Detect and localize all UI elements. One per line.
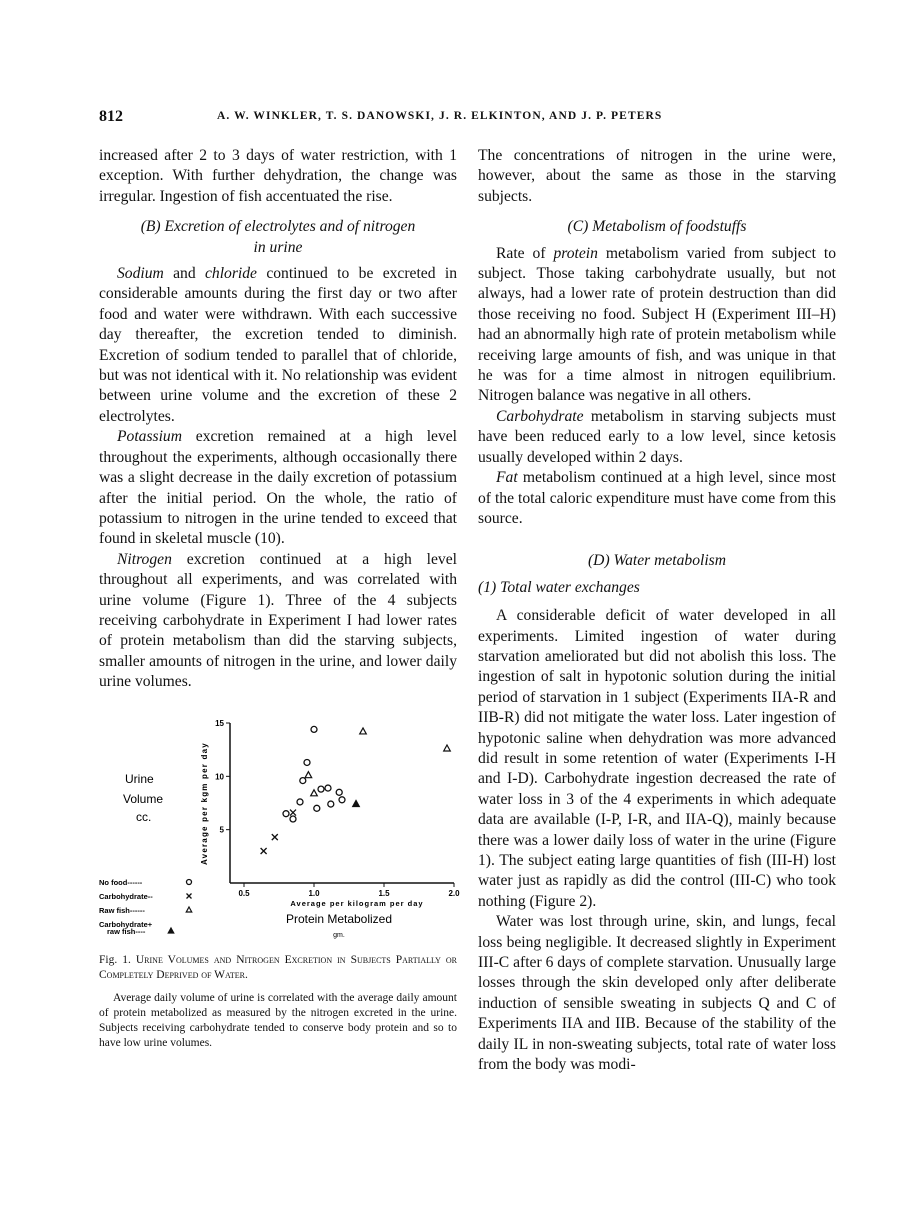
- data-point: [261, 848, 267, 854]
- legend-label-line2: raw fish----: [107, 926, 146, 936]
- term-protein: protein: [553, 244, 598, 262]
- legend-label: Raw fish------: [99, 905, 145, 915]
- urine-label-line2: Volume: [123, 791, 164, 806]
- data-point: [353, 800, 360, 806]
- figure-caption-body: Average daily volume of urine is correlated with the average daily amount of protein metabolized as measured by the nitrogen excreted in the urine. Subjects receiving carbohydrate tended to conserve body protein and so to have low urine volumes.: [99, 991, 457, 1049]
- legend-marker: [187, 893, 192, 898]
- section-b-heading-line1: (B) Excretion of electrolytes and of nitrogen: [140, 218, 416, 236]
- figure-title: Urine Volumes and Nitrogen Excretion in Subjects Partially or Completely Deprived of Water.: [99, 953, 457, 981]
- data-point: [283, 810, 289, 816]
- x-tick-label: 1.0: [308, 888, 320, 898]
- x-tick-label: 1.5: [378, 888, 390, 898]
- data-point: [328, 801, 334, 807]
- urine-label-line3: cc.: [136, 809, 152, 824]
- subsection-1-heading: (1) Total water exchanges: [478, 578, 640, 596]
- section-b-heading-line2: in urine: [253, 238, 303, 256]
- text: and: [163, 265, 205, 283]
- section-d-heading: (D) Water metabolism: [587, 552, 727, 570]
- right-column: [478, 146, 836, 1075]
- data-point: [325, 785, 331, 791]
- running-authors: A. W. WINKLER, T. S. DANOWSKI, J. R. ELKINTON, AND J. P. PETERS: [217, 110, 663, 122]
- legend: [99, 878, 192, 936]
- paragraph-protein: [478, 244, 836, 407]
- running-header: [99, 108, 839, 132]
- term-nitrogen: Nitrogen: [117, 550, 172, 568]
- y-tick-label: 10: [215, 771, 224, 781]
- text: excretion remained at a high level throughout the experiments, although occasionally there was a slight decrease in the daily excretion of potassium after the initial period. On the whole, the ratio of potassium to nitrogen in the urine tended to exceed that found in skeletal muscle (10).: [99, 428, 457, 548]
- text: metabolism varied from subject to subject. Those taking carbohydrate usually, but not always, had a lower rate of protein destruction than did those receiving no food. Subject H (Experiment III–H) had an abnormally high rate of protein metabolism while receiving large amounts of fish, and was unique in that he was for a time almost in nitrogen equilibrium. Nitrogen balance was negative in all others.: [478, 244, 836, 405]
- x-tick-label: 2.0: [448, 888, 460, 898]
- legend-marker: [186, 907, 192, 912]
- paragraph-nitrogen: [99, 550, 457, 693]
- page-number: 812: [99, 108, 123, 125]
- y-tick-label: 15: [215, 718, 224, 728]
- data-point: [311, 726, 317, 732]
- term-chloride: chloride: [205, 265, 257, 283]
- text: excretion continued at a high level throughout all experiments, and was correlated with urine volume (Figure 1). Three of the 4 subjects receiving carbohydrate in Experiment I had lower rates of protein metabolism than did the starving subjects, smaller amounts of nitrogen in the urine, and lower daily urine volumes.: [99, 550, 457, 691]
- term-potassium: Potassium: [117, 428, 182, 446]
- data-point: [444, 745, 451, 751]
- data-point: [305, 771, 312, 777]
- data-point: [339, 796, 345, 802]
- data-point: [300, 777, 306, 783]
- data-point: [290, 809, 296, 815]
- legend-label: Carbohydrate--: [99, 891, 153, 901]
- paragraph-concentrations: The concentrations of nitrogen in the urine were, however, about the same as those in the starving subjects.: [478, 147, 836, 205]
- data-point: [336, 789, 342, 795]
- figure-label: Fig. 1.: [99, 953, 131, 966]
- x-tick-label: 0.5: [238, 888, 250, 898]
- legend-label: No food------: [99, 877, 143, 887]
- x-axis-label: Protein Metabolized: [285, 911, 393, 926]
- paragraph-sodium: [99, 264, 457, 427]
- data-point: [304, 759, 310, 765]
- x-axis-unit: gm.: [333, 931, 345, 939]
- figure-caption-title: [99, 953, 457, 983]
- data-point: [314, 805, 320, 811]
- data-point: [297, 798, 303, 804]
- scatter-chart: [99, 715, 460, 947]
- data-point: [360, 727, 367, 733]
- paragraph-potassium: [99, 427, 457, 549]
- data-point: [272, 834, 278, 840]
- legend-label: Carbohydrate+: [99, 919, 153, 929]
- data-point: [311, 789, 318, 795]
- legend-marker: [187, 879, 192, 884]
- x-axis-small-label: Average per kilogram per day: [290, 898, 424, 908]
- text: metabolism continued at a high level, since most of the total caloric expenditure must have come from this source.: [478, 469, 836, 527]
- paragraph-carbohydrate: [478, 407, 836, 468]
- text: metabolism in starving subjects must have been reduced early to a low level, since ketosis usually developed within 2 days.: [478, 407, 836, 466]
- section-b-heading: [99, 217, 457, 258]
- text: continued to be excreted in considerable amounts during the first day or two after food and water were withdrawn. With each successive day thereafter, the excretion tended to diminish. Excretion of sodium tended to parallel that of chloride, but was not identical with it. No relationship was evident between urine volume and the excretion of these 2 electrolytes.: [99, 265, 457, 425]
- urine-label-line1: Urine: [125, 771, 154, 786]
- paragraph-water-deficit: A considerable deficit of water developed in all experiments. Limited ingestion of water during starvation ameliorated but did not abolish this loss. The ingestion of salt in hypotonic solution during the initial period of starvation in 1 subject (Experiments IIA-R and IIB-R) did not mitigate the water loss. Later ingestion of hypotonic saline when dehydration was more advanced did result in some retention of water (Experiments I-H and I-D). Carbohydrate ingestion decreased the rate of water loss in 3 of the 4 experiments in which adequate data are available (I-P, I-R, and IIA-Q), mainly because there was a lower daily loss of water in the urine (Figure 1). The subject eating large quantities of fish (III-H) lost water just as rapidly as did the control (III-C) who took nothing (Figure 2).: [478, 607, 836, 910]
- paragraph-water-loss: Water was lost through urine, skin, and lungs, fecal loss being negligible. It decreased slightly in Experiment III-C after 6 days of complete starvation. Unusually large losses through the skin developed only after deliberate induction of sensible sweating in subjects Q and C of Experiments IIA and IIB. Because of the stability of the daily IL in non-sweating subjects, total rate of water loss from the body was modi-: [478, 913, 836, 1074]
- y-axis-rotated-label: Average per kgm per day: [200, 741, 209, 865]
- paragraph-fat: [478, 468, 836, 529]
- legend-marker: [168, 928, 174, 933]
- figure-1-chart: [99, 715, 460, 947]
- left-column: [99, 146, 460, 1051]
- term-fat: Fat: [496, 469, 518, 487]
- y-tick-label: 5: [219, 825, 224, 835]
- text: Rate of: [496, 244, 554, 262]
- data-point: [318, 786, 324, 792]
- section-c-heading: (C) Metabolism of foodstuffs: [567, 218, 747, 236]
- term-carbohydrate: Carbohydrate: [496, 407, 584, 425]
- term-sodium: Sodium: [117, 265, 164, 283]
- paragraph-continued: increased after 2 to 3 days of water restriction, with 1 exception. With further dehydration, the change was irregular. Ingestion of fish accentuated the rise.: [99, 147, 457, 205]
- data-point: [290, 816, 296, 822]
